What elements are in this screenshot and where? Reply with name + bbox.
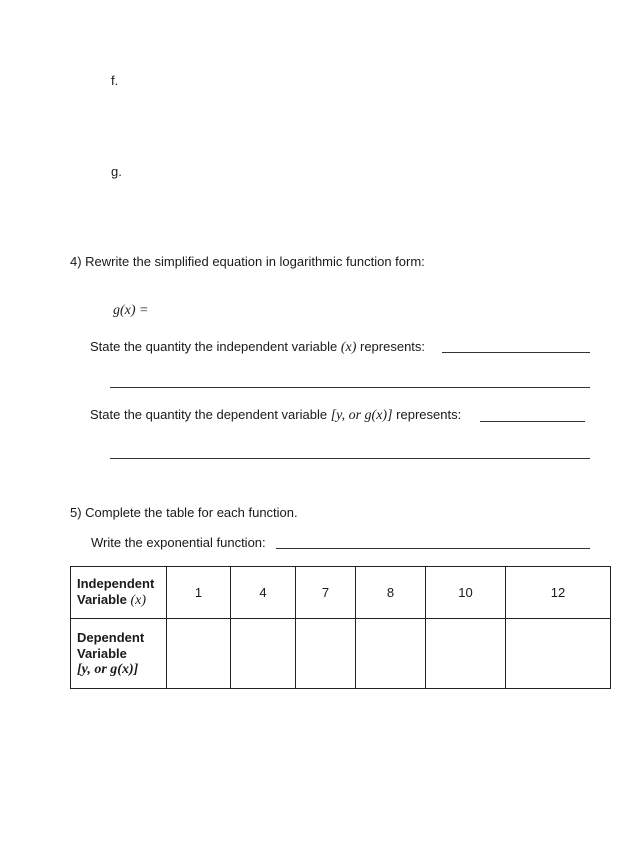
y-value-cell[interactable] [296, 619, 356, 689]
dependent-question-text: State the quantity the dependent variable [90, 407, 328, 422]
dependent-variable-symbol: [y, or g(x)] [330, 408, 393, 423]
question-4-prompt: 4) Rewrite the simplified equation in logarithmic function form: [70, 254, 425, 269]
dependent-question [90, 407, 461, 424]
x-value-cell: 10 [426, 567, 506, 619]
independent-answer-line-2[interactable] [110, 387, 590, 388]
independent-header-var: (x) [130, 593, 147, 608]
independent-question [90, 339, 425, 356]
y-value-cell[interactable] [426, 619, 506, 689]
independent-header-cell [71, 567, 167, 619]
dependent-answer-line-2[interactable] [110, 458, 590, 459]
y-value-cell[interactable] [167, 619, 231, 689]
dependent-header-var: [y, or g(x)] [77, 661, 139, 677]
dependent-question-suffix: represents: [396, 407, 462, 422]
x-value-cell: 1 [167, 567, 231, 619]
item-f-label: f. [111, 73, 119, 88]
equation-label: g(x) = [113, 303, 149, 318]
dependent-header-line1: Dependent [77, 629, 145, 645]
dependent-header-cell [71, 619, 167, 689]
independent-question-suffix: represents: [359, 339, 426, 354]
independent-question-text: State the quantity the independent variable [90, 339, 338, 354]
item-g-label: g. [111, 164, 122, 179]
dependent-header-line2: Variable [77, 645, 127, 661]
independent-answer-line[interactable] [442, 352, 590, 353]
exponential-function-prompt: Write the exponential function: [91, 535, 266, 550]
independent-header-line1: Independent [77, 576, 155, 591]
dependent-answer-line[interactable] [480, 421, 585, 422]
x-value-cell: 8 [356, 567, 426, 619]
function-table [70, 566, 611, 689]
x-value-cell: 7 [296, 567, 356, 619]
question-5-prompt: 5) Complete the table for each function. [70, 505, 298, 520]
table-row-independent [71, 567, 611, 619]
independent-header-line2 [77, 592, 166, 609]
exponential-answer-line[interactable] [276, 548, 590, 549]
table-row-dependent [71, 619, 611, 689]
y-value-cell[interactable] [356, 619, 426, 689]
x-value-cell: 4 [231, 567, 296, 619]
y-value-cell[interactable] [231, 619, 296, 689]
y-value-cell[interactable] [506, 619, 611, 689]
independent-header-word: Variable [77, 592, 127, 607]
x-value-cell: 12 [506, 567, 611, 619]
independent-variable-symbol: (x) [340, 340, 357, 355]
